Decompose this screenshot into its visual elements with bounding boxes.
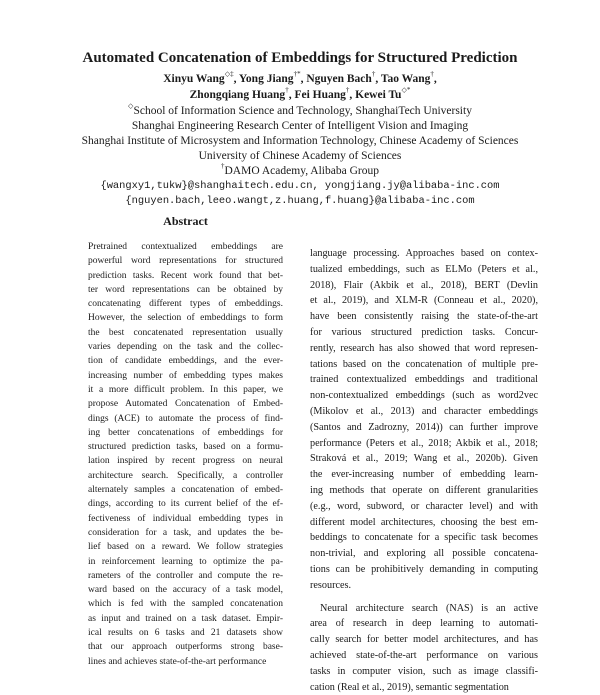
text-line: cally search for better model architectures, and has	[310, 634, 538, 646]
text-line: in reinforcement learning to optimize the pa-	[88, 556, 283, 567]
text-line: non-trivial, and exploring all possible concatena-	[310, 548, 538, 560]
author-mark: ◇‡	[224, 70, 234, 79]
text-line: tations based on the concatenation of multiple pre-	[310, 358, 538, 370]
text-line: ical results on 6 tasks and 21 datasets show	[88, 628, 283, 639]
text-line: architecture search. Specifically, a controller	[88, 470, 283, 481]
text-line: non-contextualized embeddings (such as word2vec	[310, 390, 538, 402]
text-line: increasing number of embedding types makes	[88, 370, 283, 381]
text-line: language processing. Approaches based on contex-	[310, 248, 538, 259]
affiliation-mark: †	[221, 162, 225, 171]
affiliation-text: DAMO Academy, Alibaba Group	[224, 165, 379, 177]
text-line: performance (Peters et al., 2018; Akbik et al., 2018;	[310, 437, 538, 449]
author-name: Yong Jiang	[238, 73, 294, 85]
author-name: Xinyu Wang	[163, 73, 225, 85]
text-line: Straková et al., 2019; Wang et al., 2020b). Given	[310, 453, 538, 465]
text-line: (Santos and Zadrozny, 2014)) can further improve	[310, 421, 538, 433]
affiliation-line	[0, 104, 600, 119]
text-line: prediction tasks. Recent work found that bet-	[88, 270, 283, 281]
affiliation-mark: ◇	[128, 102, 134, 111]
author-mark: ◇*	[401, 86, 411, 95]
text-line: et al., 2019), and XLM-R (Conneau et al., 2020),	[310, 295, 538, 307]
text-line: 2018), Flair (Akbik et al., 2018), BERT (Devlin	[310, 279, 538, 291]
text-line: for various structured prediction tasks. Concur-	[310, 326, 538, 338]
text-line: beddings to concatenate for a specific task becomes	[310, 532, 538, 544]
text-line: lation inspired by recent progress on neural	[88, 456, 283, 467]
email-line: {nguyen.bach,leeo.wangt,z.huang,f.huang}@alibaba-inc.com	[125, 195, 475, 207]
affiliation-line: Shanghai Engineering Research Center of Intelligent Vision and Imaging	[131, 120, 469, 132]
paragraph-gap	[310, 594, 538, 601]
text-line: lief based on a reward. We follow strategies	[88, 542, 283, 553]
text-line: it a more difficult problem. In this paper, we	[88, 384, 283, 395]
author-mark: †	[430, 70, 434, 79]
text-line: concatenating different types of embeddings.	[88, 299, 283, 310]
paper-title: Automated Concatenation of Embeddings for Structured Prediction	[82, 50, 518, 66]
author-mark: †	[345, 86, 350, 95]
body-text	[310, 246, 538, 695]
text-line: area of research in deep learning to automati-	[310, 618, 538, 630]
author-name: Fei Huang	[294, 89, 346, 101]
text-line: ter word representations can be obtained by	[88, 284, 283, 295]
text-line: dings (ACE) to automate the process of find-	[88, 413, 283, 424]
text-line: different model architectures, choosing the best em-	[310, 516, 538, 528]
text-line: the best concatenated representation usually	[88, 327, 283, 338]
text-line: that our approach outperforms strong base-	[88, 642, 283, 653]
text-line: tions can be prohibitively demanding in computing	[310, 563, 538, 575]
text-line: propose Automated Concatenation of Embed-	[88, 399, 283, 410]
abstract-text	[88, 240, 283, 669]
affiliation-line	[0, 164, 600, 179]
author-line-1: Xinyu Wang◇‡, Yong Jiang†*, Nguyen Bach†, Tao Wang†,	[163, 70, 437, 85]
text-line: (e.g., word, subword, or character level) and with	[310, 500, 538, 512]
abstract-heading: Abstract	[163, 214, 208, 228]
text-line: cation (Real et al., 2019), semantic segmentation	[310, 681, 509, 693]
affiliation-line: University of Chinese Academy of Sciences	[198, 150, 402, 162]
text-line: rameters of the controller and compute the re-	[88, 570, 283, 581]
text-line: dings, according to its current belief of the ef-	[88, 499, 283, 510]
text-line: consideration for a task, and updates the be-	[88, 527, 283, 538]
text-line: However, the selection of embeddings to form	[88, 313, 283, 324]
text-line: lines and achieves state-of-the-art performance	[88, 656, 267, 667]
text-line: ward based on the accuracy of a task model,	[88, 585, 283, 596]
text-line: Pretrained contextualized embeddings are	[88, 242, 283, 252]
email-line: {wangxy1,tukw}@shanghaitech.edu.cn, yongjiang.jy@alibaba-inc.com	[100, 180, 500, 192]
text-line: have been consistently raising the state-of-the-art	[310, 311, 538, 323]
text-line: rently, research has also showed that word represen-	[310, 342, 538, 354]
affiliation-line: Shanghai Institute of Microsystem and Information Technology, Chinese Academy of Sciences	[81, 135, 519, 147]
affiliation-text: School of Information Science and Technology, ShanghaiTech University	[133, 105, 472, 117]
text-line: as input and trained on a task dataset. Empir-	[88, 613, 283, 624]
author-name: Zhongqiang Huang	[189, 89, 286, 101]
text-line: structured prediction tasks, based on a formu-	[88, 442, 283, 453]
text-line: trained contextualized embeddings and traditional	[310, 374, 538, 386]
author-mark: †	[371, 70, 376, 79]
author-name: Nguyen Bach	[306, 73, 372, 85]
text-line: (Mikolov et al., 2013) and character embeddings	[310, 405, 538, 417]
text-line: achieved state-of-the-art performance on various	[310, 649, 538, 661]
text-line: powerful word representations for structured	[88, 256, 283, 267]
text-line: alternately samples a concatenation of embed-	[88, 485, 283, 496]
text-line: fectiveness of individual embedding types in	[88, 513, 283, 524]
text-line: Neural architecture search (NAS) is an active	[320, 602, 538, 614]
author-name: Kewei Tu	[355, 89, 402, 101]
author-name: Tao Wang	[380, 73, 431, 85]
text-line: ing methods that operate on different granularities	[310, 484, 538, 496]
text-line: tualized embeddings, such as ELMo (Peters et al.,	[310, 263, 538, 275]
text-line: varies depending on the task and the collec-	[88, 342, 283, 353]
text-line: tion of candidate embeddings, and the ever-	[88, 356, 283, 367]
text-line: which is fed with the sampled concatenation	[88, 599, 283, 610]
text-line: resources.	[310, 579, 352, 591]
author-mark: †	[285, 86, 289, 95]
text-line: ing better concatenations of embeddings for	[88, 427, 283, 438]
text-line: tasks in computer vision, such as image classifi-	[310, 665, 538, 677]
author-line-2: Zhongqiang Huang†, Fei Huang†, Kewei Tu◇*	[189, 86, 411, 101]
author-mark: †*	[293, 70, 301, 79]
text-line: the ever-increasing number of embedding learn-	[310, 469, 538, 481]
